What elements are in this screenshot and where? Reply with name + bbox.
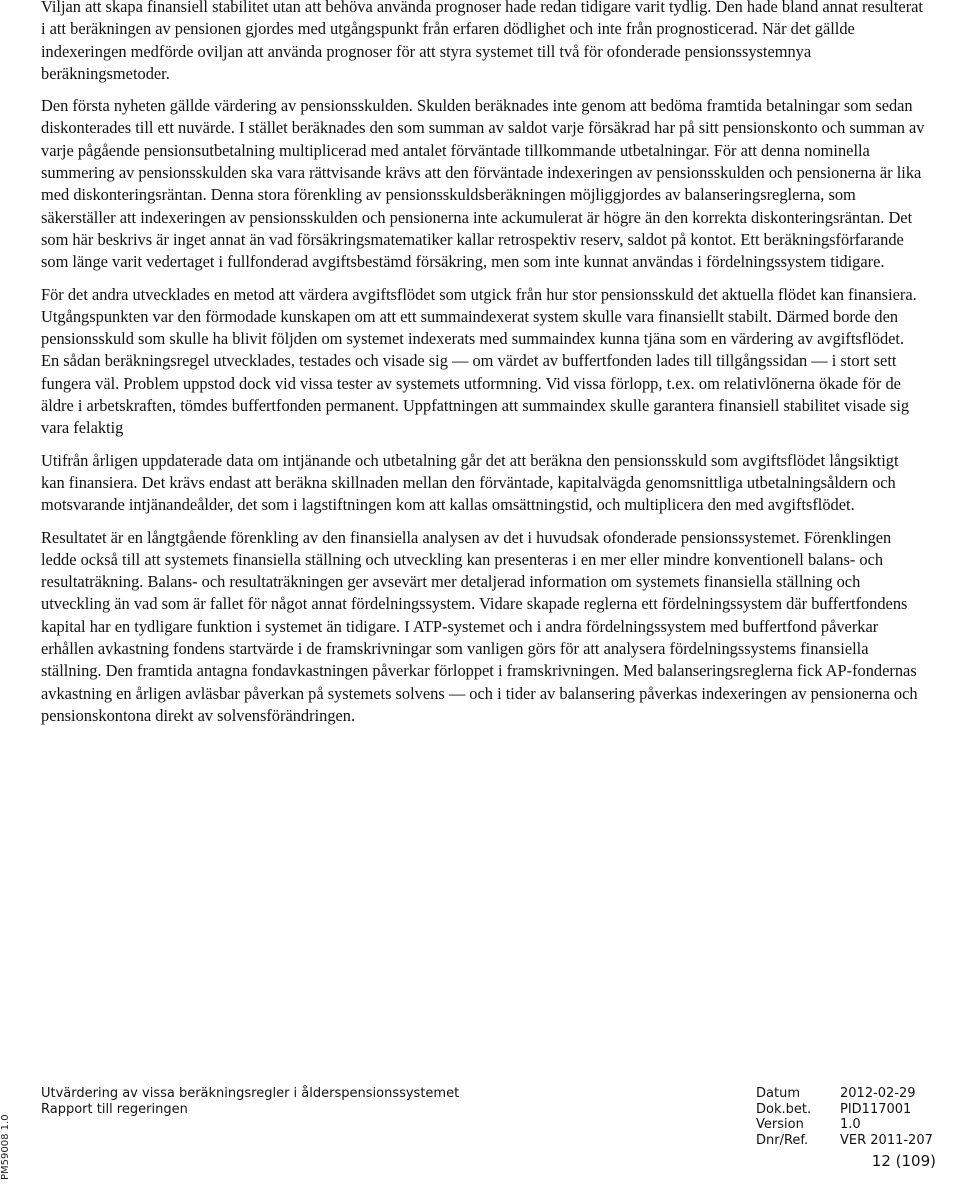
meta-value: PID117001 — [840, 1101, 912, 1117]
meta-row-date — [756, 1086, 933, 1102]
paragraph-continued: Viljan att skapa finansiell stabilitet utan att behöva använda prognoser hade redan tidigare varit tydlig. Den hade bland annat resulterat i att beräkningen av pensionen gjordes med utgångspunkt från erfaren dödlighet och inte från prognosticerad. När det gällde indexeringen medförde oviljan att använda prognoser för att styra systemet till två för ofonderade pensionssystemnya beräkningsmetoder. — [41, 0, 923, 83]
report-subtitle: Rapport till regeringen — [41, 1101, 188, 1117]
paragraph-contribution-flow: För det andra utvecklades en metod att värdera avgiftsflödet som utgick från hur stor pensionsskuld det aktuella flödet kan finansiera. Utgångspunkten var den förmodade kunskapen om att ett summaindexerat system skulle vara finansiellt stabilt. Därmed borde den pensionsskuld som skulle ha blivit följden om systemet indexerats med summaindex kunna tjäna som en värdering av avgiftsflödet. En sådan beräkningsregel utvecklades, testades och visade sig — om värdet av buffertfonden lades till tillgångssidan — i stort sett fungera väl. Problem uppstod dock vid vissa tester av systemets utformning. Vid vissa förlopp, t.ex. om relativlönerna ökade för de äldre i arbetskraften, tömdes buffertfonden permanent. Uppfattningen att summaindex skulle garantera finansiell stabilitet visade sig vara felaktig — [41, 284, 917, 438]
footer-meta-block — [756, 1086, 933, 1148]
meta-value: 2012-02-29 — [840, 1086, 916, 1101]
meta-row-version — [756, 1117, 933, 1133]
meta-row-reference — [756, 1133, 933, 1149]
side-form-code: PM59008 1.0 — [0, 1114, 11, 1180]
report-title: Utvärdering av vissa beräkningsregler i ålderspensionssystemet — [41, 1086, 460, 1101]
meta-label: Version — [756, 1117, 804, 1132]
meta-row-doc-id — [756, 1102, 933, 1118]
footer-title-block — [41, 1086, 459, 1117]
meta-label: Datum — [756, 1086, 800, 1101]
page-number: 12 (109) — [871, 1152, 936, 1170]
meta-value: VER 2011-207 — [840, 1132, 933, 1148]
paragraph-valuation-of-debt: Den första nyheten gällde värdering av pensionsskulden. Skulden beräknades inte genom att bedöma framtida betalningar som sedan diskonterades till ett nuvärde. I stället beräknades den som summan av saldot varje försäkrad har på sitt pensionskonto och summan av varje pågående pensionsutbetalning multiplicerad med antalet förväntade tillkommande utbetalningar. För att denna nominella summering av pensionsskulden ska vara rättvisande krävs att den förväntade indexeringen av pensionsskulden och pensionerna är lika med diskonteringsräntan. Denna stora förenkling av pensionsskuldsberäkningen möjliggjordes av balanseringsreglerna, som säkerställer att indexeringen av pensionsskulden och pensionerna inte ackumulerat är högre än den korrekta diskonteringsräntan. Det som här beskrivs är inget annat än vad försäkringsmatematiker kallar retrospektiv reserv, saldot på kontot. Ett beräkningsförfarande som länge varit vedertaget i fullfonderad avgiftsbestämd försäkring, men som inte kunnat användas i fördelningssystem tidigare. — [41, 96, 925, 272]
meta-label: Dok.bet. — [756, 1101, 812, 1117]
meta-label: Dnr/Ref. — [756, 1132, 809, 1148]
paragraph-result: Resultatet är en långtgående förenkling av den finansiella analysen av det i huvudsak ofonderade pensionssystemet. Förenklingen ledde också till att systemets finansiella ställning och utveckling kan presenteras i en mer eller mindre konventionell balans- och resultaträkning. Balans- och resultaträkningen ger avsevärt mer detaljerad information om systemets finansiella ställning och utveckling än vad som är fallet för något annat fördelningssystem. Vidare skapade reglerna ett fördelningssystem där buffertfondens kapital har en tydligare funktion i systemet än tidigare. I ATP-systemet och i andra fördelningssystem med buffertfond påverkar erhållen avkastning fondens startvärde i de framskrivningar som vanligen görs för att analysera fördelningssystems finansiella ställning. Den framtida antagna fondavkastningen påverkar förloppet i framskrivningen. Med balanseringsreglerna fick AP-fondernas avkastning en årligen avläsbar påverkan på systemets solvens — och i tider av balansering påverkas indexeringen av pensionerna och pensionskontona direkt av solvensförändringen. — [41, 527, 918, 725]
body-text — [41, 0, 926, 737]
meta-value: 1.0 — [840, 1117, 861, 1132]
paragraph-turnover-duration: Utifrån årligen uppdaterade data om intjänande och utbetalning går det att beräkna den pensionsskuld som avgiftsflödet långsiktigt kan finansiera. Det krävs endast att beräkna skillnaden mellan den förväntade, kapitalvägda genomsnittliga utbetalningsåldern och motsvarande intjänandeålder, det som i lagstiftningen kom att kallas omsättningstid, och multiplicera den med avgiftsflödet. — [41, 450, 899, 515]
